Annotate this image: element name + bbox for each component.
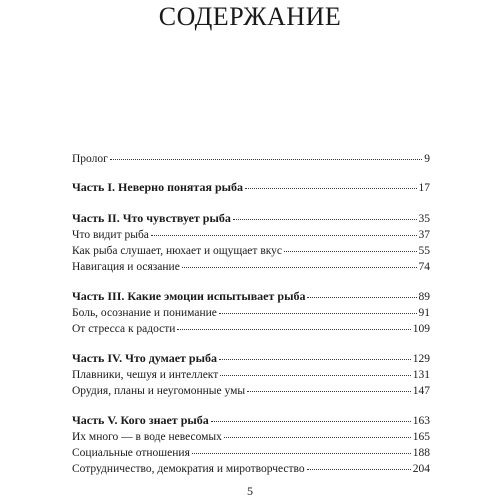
toc-entry[interactable]: [72, 260, 430, 274]
dot-leader: [220, 374, 410, 376]
toc-part-label: Часть II. Что чувствует рыба: [72, 211, 231, 225]
page-number: 5: [247, 484, 253, 498]
dot-leader: [182, 266, 417, 268]
toc-entry-label: Их много — в воде невесомых: [72, 431, 222, 443]
dot-leader: [307, 468, 411, 470]
toc-entry-prologue[interactable]: [72, 152, 430, 166]
dot-leader: [224, 436, 411, 438]
toc-entry-label: Социальные отношения: [72, 447, 190, 459]
toc-entry-page: 131: [412, 369, 430, 381]
dot-leader: [284, 250, 416, 252]
dot-leader: [219, 358, 411, 360]
toc-entry-page: 9: [424, 153, 430, 165]
toc-entry[interactable]: [72, 322, 430, 336]
toc-entry-label: Пролог: [72, 153, 108, 165]
page-title: СОДЕРЖАНИЕ: [158, 2, 342, 31]
toc-part-label: Часть V. Кого знает рыба: [72, 413, 209, 427]
toc-entry-label: Что видит рыба: [72, 229, 149, 241]
dot-leader: [245, 187, 417, 189]
toc-entry-label: Плавники, чешуя и интеллект: [72, 369, 219, 381]
toc-entry[interactable]: [72, 368, 430, 382]
toc-entry[interactable]: [72, 462, 430, 476]
toc-part-label: Часть III. Какие эмоции испытывает рыба: [72, 289, 306, 303]
dot-leader: [192, 452, 411, 454]
toc-entry-page: 147: [412, 385, 430, 397]
toc-entry[interactable]: [72, 306, 430, 320]
toc-entry-page: 35: [418, 213, 430, 225]
toc-entry-page: 109: [412, 323, 430, 335]
dot-leader: [110, 158, 422, 160]
toc-entry-page: 188: [412, 447, 430, 459]
dot-leader: [151, 234, 417, 236]
toc-part-label: Часть I. Неверно понятая рыба: [72, 180, 243, 194]
toc-part-2[interactable]: [72, 211, 430, 226]
toc-entry-page: 17: [418, 182, 430, 194]
dot-leader: [307, 296, 416, 298]
toc-entry[interactable]: [72, 228, 430, 242]
toc-entry[interactable]: [72, 384, 430, 398]
toc-entry-page: 74: [418, 261, 430, 273]
toc-entry[interactable]: [72, 430, 430, 444]
toc-part-4[interactable]: [72, 351, 430, 366]
toc-entry-page: 89: [418, 291, 430, 303]
toc-entry-page: 163: [412, 415, 430, 427]
dot-leader: [247, 390, 411, 392]
dot-leader: [211, 420, 411, 422]
toc-part-1[interactable]: [72, 180, 430, 195]
toc-entry-page: 55: [418, 245, 430, 257]
toc-entry-page: 91: [418, 307, 430, 319]
toc-entry-label: Как рыба слушает, нюхает и ощущает вкус: [72, 245, 283, 257]
toc-part-label: Часть IV. Что думает рыба: [72, 351, 217, 365]
toc-part-3[interactable]: [72, 289, 430, 304]
toc-entry-label: От стресса к радости: [72, 323, 176, 335]
toc-entry-page: 204: [412, 463, 430, 475]
toc-entry-page: 37: [418, 229, 430, 241]
dot-leader: [233, 218, 417, 220]
toc-part-5[interactable]: [72, 413, 430, 428]
toc-entry-page: 165: [412, 431, 430, 443]
toc-entry-label: Боль, осознание и понимание: [72, 307, 217, 319]
toc-entry[interactable]: [72, 244, 430, 258]
toc-entry-label: Навигация и осязание: [72, 261, 180, 273]
dot-leader: [177, 328, 410, 330]
toc-entry-page: 129: [412, 353, 430, 365]
toc-entry[interactable]: [72, 446, 430, 460]
dot-leader: [219, 312, 417, 314]
toc-entry-label: Сотрудничество, демократия и миротворчество: [72, 463, 305, 475]
toc-entry-label: Орудия, планы и неугомонные умы: [72, 385, 246, 397]
